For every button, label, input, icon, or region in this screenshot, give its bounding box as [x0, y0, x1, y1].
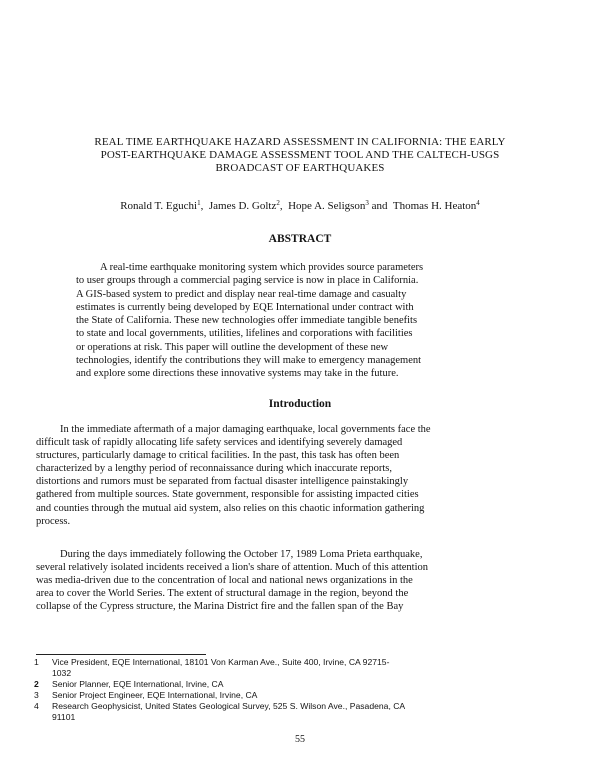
abstract-line: A GIS-based system to predict and display near real-time damage and casualty [76, 288, 407, 300]
footnotes [34, 657, 574, 724]
footnote-text: 91101 [52, 712, 76, 723]
footnote [34, 679, 574, 690]
author-name: Thomas H. Heaton [392, 200, 477, 212]
footnote-separator [36, 654, 206, 655]
title-line: REAL TIME EARTHQUAKE HAZARD ASSESSMENT IN CALIFORNIA: THE EARLY [94, 136, 506, 148]
abstract-line: and explore some directions these innovative systems may take in the future. [76, 368, 399, 379]
author-name: Hope A. Seligson [288, 200, 366, 212]
abstract-line: to state and local governments, utilities, lifelines and corporations with facilities [76, 328, 413, 340]
footnote-text: Senior Project Engineer, EQE International, Irvine, CA [52, 690, 258, 701]
author-footnote-mark: 3 [365, 199, 369, 207]
paragraph-line: distortions and rumors must be separated from factual disaster intelligence painstakingly [36, 476, 409, 488]
footnote [34, 701, 574, 723]
footnote-number: 4 [34, 701, 39, 712]
author-name: James D. Goltz [208, 200, 277, 212]
abstract-heading: ABSTRACT [268, 233, 332, 245]
paragraph-line: was media-driven due to the concentration of local and national news organizations in the [36, 575, 413, 587]
footnote-number: 1 [34, 657, 39, 667]
paragraph-line: and counties through the mutual aid system, also relies on this chaotic information gathering [36, 502, 425, 514]
abstract-line: estimates is currently being developed by EQE International under contract with [76, 301, 414, 313]
title-line: POST-EARTHQUAKE DAMAGE ASSESSMENT TOOL AND THE CALTECH-USGS [100, 149, 500, 161]
page-number: 55 [295, 734, 305, 745]
paragraph-line: In the immediate aftermath of a major damaging earthquake, local governments face the [60, 424, 431, 435]
author-list [40, 200, 560, 213]
title-line: BROADCAST OF EARTHQUAKES [215, 162, 385, 174]
paragraph-line: process. [36, 515, 71, 527]
footnote-text: Senior Planner, EQE International, Irvine, CA [52, 679, 224, 690]
footnote [34, 690, 574, 701]
intro-paragraph-1 [36, 423, 568, 528]
author-footnote-mark: 2 [276, 199, 280, 207]
author-name: Ronald T. Eguchi [120, 200, 198, 212]
paragraph-line: During the days immediately following the October 17, 1989 Loma Prieta earthquake, [60, 549, 423, 560]
author-separator: and [368, 200, 391, 212]
intro-paragraph-2 [36, 548, 568, 613]
paragraph-line: difficult task of rapidly allocating life safety services and identifying severely damaged [36, 437, 403, 449]
footnote [34, 657, 574, 679]
paper-title [40, 136, 560, 175]
paragraph-line: structures, particularly damage to critical facilities. In the past, this task has often been [36, 450, 400, 462]
footnote-text: 1032 [52, 668, 72, 679]
abstract-body [76, 261, 546, 380]
paragraph-line: collapse of the Cypress structure, the Marina District fire and the fallen span of the Bay [36, 601, 404, 613]
paragraph-line: characterized by a lengthy period of reconnaissance during which inaccurate reports, [36, 463, 392, 475]
introduction-heading: Introduction [268, 398, 332, 410]
abstract-line: or operations at risk. This paper will outline the development of these new [76, 341, 389, 353]
abstract-line: the State of California. These new technologies offer immediate tangible benefits [76, 315, 418, 326]
author-separator: , [200, 200, 207, 212]
abstract-line: to user groups through a commercial paging service is now in place in California. [76, 275, 419, 287]
author-separator: , [279, 200, 286, 212]
footnote-number: 2 [34, 679, 39, 690]
author-footnote-mark: 4 [476, 199, 480, 207]
footnote-text: Vice President, EQE International, 18101 Von Karman Ave., Suite 400, Irvine, CA 92715- [52, 657, 390, 667]
abstract-line: A real-time earthquake monitoring system which provides source parameters [100, 262, 424, 273]
paragraph-line: area to cover the World Series. The extent of structural damage in the region, beyond the [36, 588, 409, 600]
abstract-line: technologies, identify the contributions they will make to emergency management [76, 354, 422, 366]
footnote-number: 3 [34, 690, 39, 701]
paragraph-line: several relatively isolated incidents received a lion's share of attention. Much of this attention [36, 562, 429, 574]
footnote-text: Research Geophysicist, United States Geological Survey, 525 S. Wilson Ave., Pasadena, CA [52, 701, 406, 712]
paragraph-line: gathered from multiple sources. State government, responsible for assisting impacted cities [36, 489, 419, 501]
author-footnote-mark: 1 [197, 199, 201, 207]
